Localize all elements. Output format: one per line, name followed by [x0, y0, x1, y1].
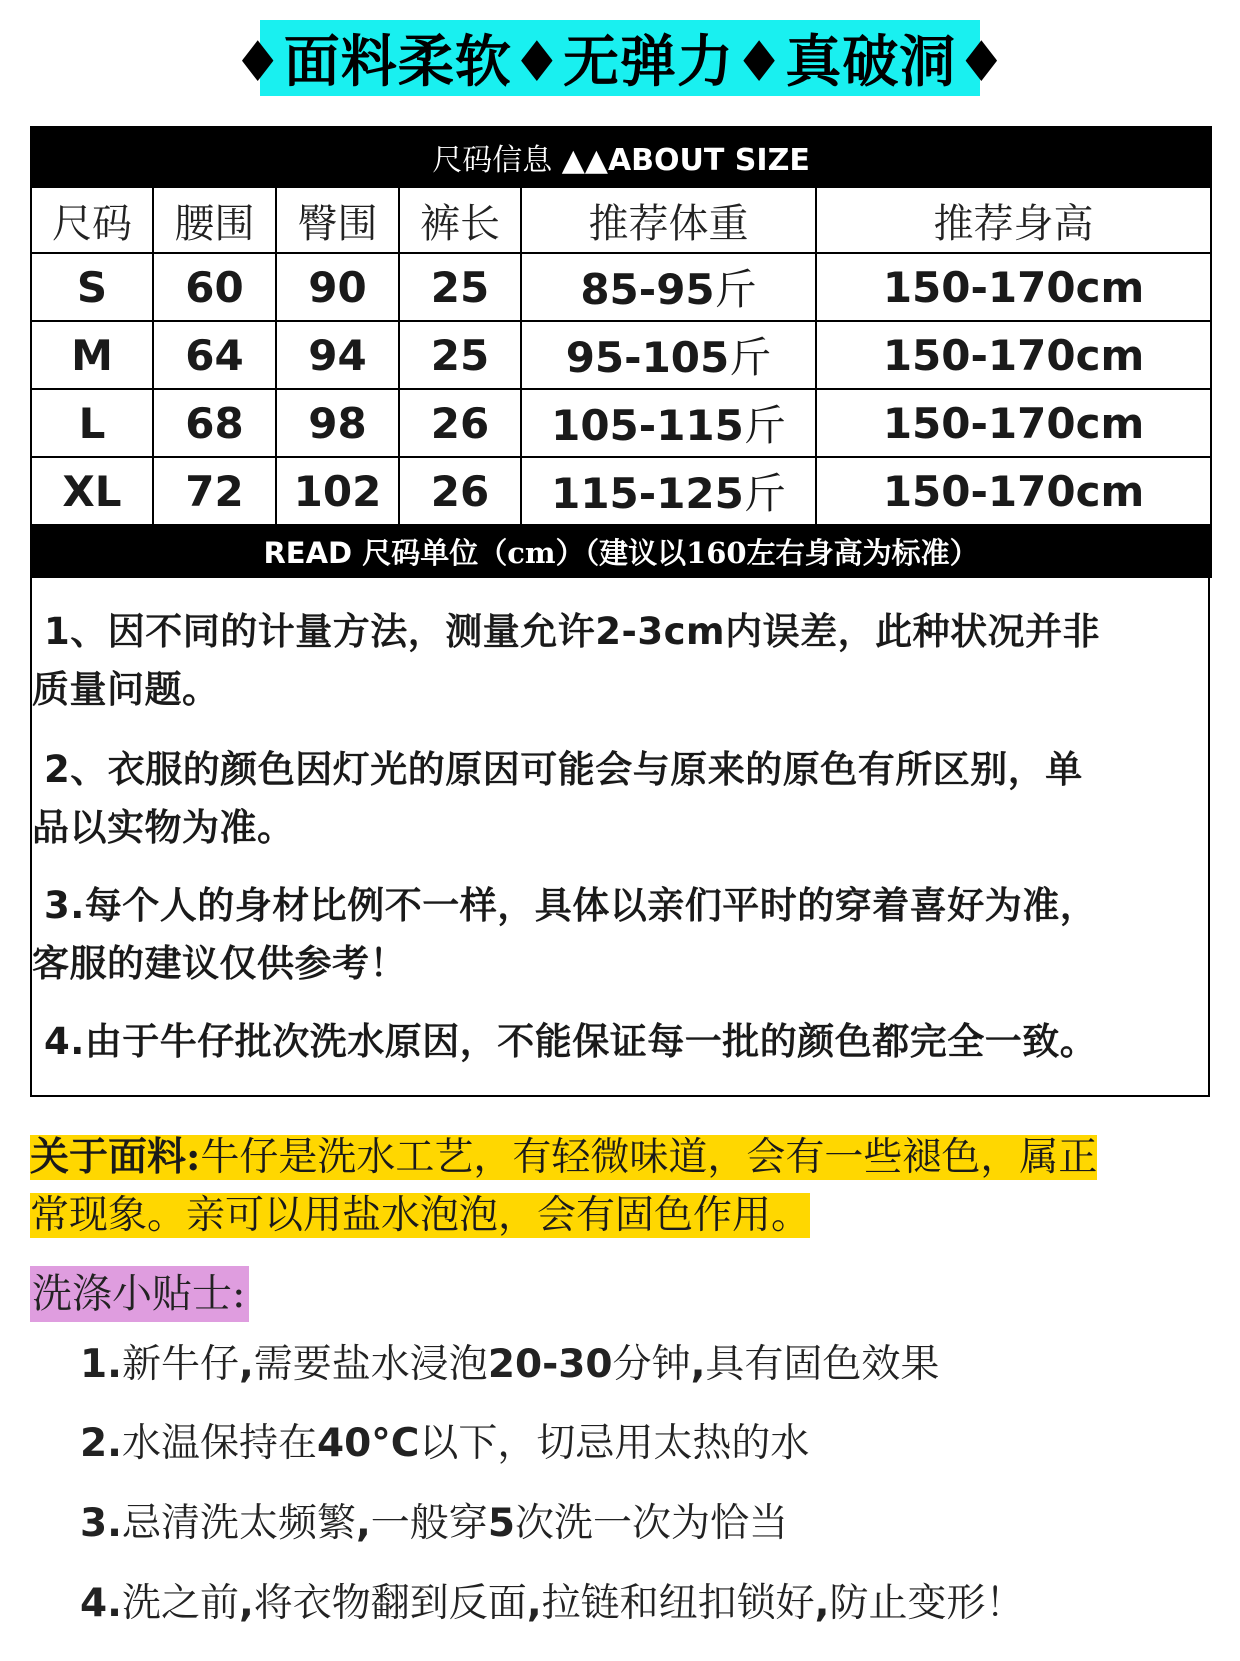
col-waist: 腰围 — [153, 187, 276, 253]
weight-unit: 斤 — [714, 265, 757, 314]
tip-text: 将衣物翻到反面 — [253, 1581, 527, 1626]
cell-height: 150-170cm — [816, 457, 1211, 525]
fabric-note — [30, 1128, 1180, 1245]
cell-height: 150-170cm — [816, 389, 1211, 457]
cell-waist: 68 — [153, 389, 276, 457]
cell-size: XL — [31, 457, 153, 525]
tip-text: 40°C — [316, 1421, 420, 1466]
col-weight: 推荐体重 — [521, 187, 816, 253]
size-table — [30, 126, 1212, 578]
tip-text: 水温保持在 — [121, 1421, 317, 1466]
tip-text: 需要盐水浸泡 — [253, 1342, 488, 1387]
wash-tips-title: 洗涤小贴士: — [30, 1266, 249, 1322]
note-line: 1、因不同的计量方法，测量允许2-3cm内误差，此种状况并非 — [44, 610, 1101, 653]
cell-hip: 90 — [276, 253, 399, 321]
wash-tip — [80, 1577, 1025, 1631]
col-height: 推荐身高 — [816, 187, 1211, 253]
tip-text: 5 — [487, 1501, 515, 1546]
cell-weight — [521, 321, 816, 389]
tip-text: , — [814, 1581, 830, 1626]
note-item — [32, 741, 1202, 857]
tip-number: 1. — [80, 1342, 122, 1387]
table-row — [31, 253, 1211, 321]
table-row — [31, 457, 1211, 525]
note-item — [32, 603, 1202, 719]
size-table-header — [31, 127, 1211, 187]
note-line: 质量问题。 — [32, 668, 220, 711]
cell-waist: 64 — [153, 321, 276, 389]
tip-number: 4. — [80, 1581, 122, 1626]
cell-length: 26 — [399, 389, 521, 457]
tip-text: 一般穿 — [370, 1501, 488, 1546]
size-unit-note: 尺码单位（cm）（建议以160左右身高为标准） — [352, 535, 979, 570]
tip-text: 20-30 — [487, 1342, 613, 1387]
col-hip: 臀围 — [276, 187, 399, 253]
weight-value: 95-105 — [565, 333, 730, 382]
cell-height: 150-170cm — [816, 253, 1211, 321]
cell-hip: 94 — [276, 321, 399, 389]
tip-text: 具有固色效果 — [705, 1342, 940, 1387]
note-item — [32, 877, 1202, 993]
tip-number: 2. — [80, 1421, 122, 1466]
tip-text: 新牛仔 — [121, 1342, 239, 1387]
cell-size: L — [31, 389, 153, 457]
tip-text: 次洗一次为恰当 — [514, 1501, 788, 1546]
cell-size: M — [31, 321, 153, 389]
cell-length: 26 — [399, 457, 521, 525]
fabric-label: 关于面料: — [30, 1134, 201, 1180]
weight-value: 85-95 — [580, 265, 715, 314]
weight-unit: 斤 — [729, 333, 772, 382]
tip-text: , — [238, 1342, 254, 1387]
cell-height: 150-170cm — [816, 321, 1211, 389]
wash-tip — [80, 1497, 788, 1551]
banner-title: ♦面料柔软♦无弹力♦真破洞♦ — [260, 20, 980, 96]
column-headers — [31, 187, 1211, 253]
cell-waist: 72 — [153, 457, 276, 525]
cell-hip: 102 — [276, 457, 399, 525]
notes-box — [30, 573, 1210, 1097]
cell-weight — [521, 457, 816, 525]
tip-number: 3. — [80, 1501, 122, 1546]
table-row — [31, 389, 1211, 457]
cell-weight — [521, 389, 816, 457]
tip-text: 洗之前 — [121, 1581, 239, 1626]
cell-length: 25 — [399, 253, 521, 321]
tip-text: 忌清洗太频繁 — [121, 1501, 356, 1546]
table-row — [31, 321, 1211, 389]
read-label: READ — [263, 535, 353, 570]
tip-text: , — [355, 1501, 371, 1546]
tip-text: 防止变形！ — [829, 1581, 1025, 1626]
note-line: 客服的建议仅供参考！ — [32, 942, 407, 985]
tip-text: 分钟 — [612, 1342, 691, 1387]
tip-text: , — [690, 1342, 706, 1387]
tip-text: , — [526, 1581, 542, 1626]
note-line: 4.由于牛仔批次洗水原因，不能保证每一批的颜色都完全一致。 — [44, 1020, 1098, 1063]
about-size-label: ▲▲ABOUT SIZE — [561, 143, 810, 178]
note-line: 3.每个人的身材比例不一样，具体以亲们平时的穿着喜好为准， — [44, 884, 1098, 927]
note-line: 2、衣服的颜色因灯光的原因可能会与原来的原色有所区别，单 — [44, 748, 1083, 791]
size-table-footer — [31, 525, 1211, 577]
cell-size: S — [31, 253, 153, 321]
tip-text: , — [238, 1581, 254, 1626]
tip-text: 拉链和纽扣锁好 — [541, 1581, 815, 1626]
tip-text: 以下，切忌用太热的水 — [419, 1421, 810, 1466]
note-item — [32, 1013, 1202, 1071]
weight-unit: 斤 — [743, 401, 786, 450]
fabric-text-line2: 常现象。亲可以用盐水泡泡，会有固色作用。 — [30, 1193, 811, 1238]
wash-tip — [80, 1338, 939, 1392]
note-line: 品以实物为准。 — [32, 806, 295, 849]
col-size: 尺码 — [31, 187, 153, 253]
cell-length: 25 — [399, 321, 521, 389]
cell-weight — [521, 253, 816, 321]
fabric-text-line1: 牛仔是洗水工艺，有轻微味道，会有一些褪色，属正 — [200, 1135, 1098, 1180]
cell-waist: 60 — [153, 253, 276, 321]
wash-tip — [80, 1417, 809, 1471]
weight-unit: 斤 — [743, 469, 786, 518]
cell-hip: 98 — [276, 389, 399, 457]
weight-value: 105-115 — [551, 401, 744, 450]
size-info-label: 尺码信息 — [432, 143, 562, 178]
weight-value: 115-125 — [551, 469, 744, 518]
col-length: 裤长 — [399, 187, 521, 253]
